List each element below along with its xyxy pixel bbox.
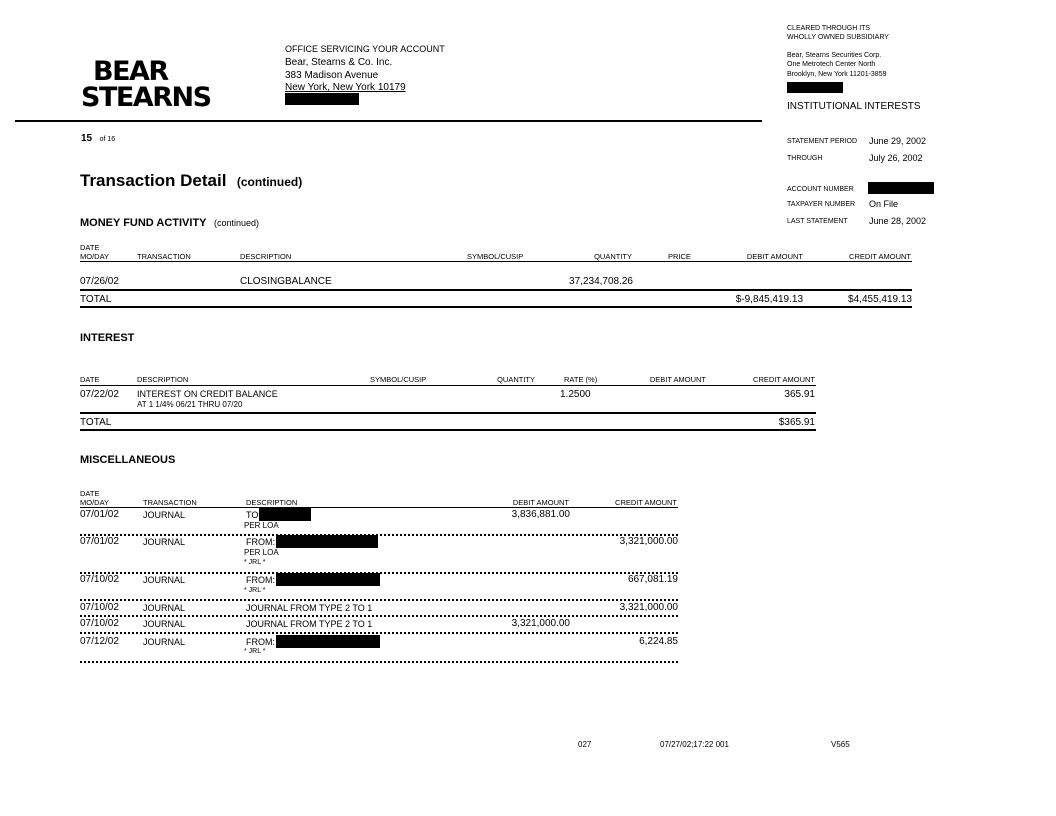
col-debit: DEBIT AMOUNT (649, 375, 706, 384)
page-of: of 16 (99, 136, 116, 143)
total-credit: $365.91 (778, 417, 815, 428)
title-sub: (continued) (236, 175, 303, 189)
logo-line-1: BEAR (93, 56, 168, 87)
title-main: Transaction Detail (80, 171, 227, 190)
row-transaction: JOURNAL (143, 537, 186, 547)
col-date: DATE (80, 375, 100, 384)
last-statement-label: LAST STATEMENT (787, 218, 848, 225)
total-rule-bottom (80, 429, 816, 431)
money-fund-heading (80, 213, 259, 231)
col-price: PRICE (668, 252, 691, 261)
clearing-company: Bear, Stearns Securities Corp. (787, 52, 882, 59)
row-description-1: FROM: (246, 537, 275, 547)
row-description: CLOSINGBALANCE (240, 276, 332, 287)
header-rule (15, 120, 762, 122)
col-credit: CREDIT AMOUNT (753, 375, 815, 384)
row-transaction: JOURNAL (143, 575, 186, 585)
logo-line-2: STEARNS (81, 82, 211, 113)
row-debit: 3,321,000.00 (511, 618, 570, 629)
col-credit: CREDIT AMOUNT (849, 252, 911, 261)
col-rate: RATE (%) (564, 375, 598, 384)
redaction-box (276, 635, 380, 648)
row-description-2: * JRL * (244, 587, 266, 594)
col-date: DATE (80, 243, 100, 252)
bear-stearns-logo (81, 56, 211, 113)
row-description-1: FROM: (246, 575, 275, 585)
col-date: DATE (80, 489, 100, 498)
row-credit: 6,224.85 (639, 636, 678, 647)
row-date: 07/01/02 (80, 536, 119, 547)
clearing-city: Brooklyn, New York 11201-3859 (787, 71, 887, 78)
total-label: TOTAL (80, 417, 112, 428)
interest-heading: INTEREST (80, 332, 135, 344)
redaction-box (787, 82, 843, 93)
row-credit: 3,321,000.00 (619, 602, 678, 613)
redaction-box (276, 573, 380, 586)
row-date: 07/01/02 (80, 509, 119, 520)
total-credit: $4,455,419.13 (848, 294, 912, 305)
row-description-1: JOURNAL FROM TYPE 2 TO 1 (246, 619, 373, 629)
row-date: 07/10/02 (80, 574, 119, 585)
statement-period-label: STATEMENT PERIOD (787, 138, 858, 145)
col-quantity: QUANTITY (497, 375, 535, 384)
row-debit: 3,836,881.00 (511, 509, 570, 520)
row-description-1: TO (246, 510, 259, 520)
table-header-rule (80, 507, 678, 508)
total-label: TOTAL (80, 294, 112, 305)
row-credit: 667,081.19 (627, 574, 678, 585)
row-credit: 365.91 (784, 389, 815, 400)
row-description-1: FROM: (246, 637, 275, 647)
row-description-2: * JRL * (244, 648, 266, 655)
last-statement-value: June 28, 2002 (869, 216, 927, 226)
footer-code-2: V565 (831, 740, 850, 749)
table-header-rule (80, 261, 912, 262)
clearing-street: One Metrotech Center North (787, 61, 876, 68)
col-quantity: QUANTITY (594, 252, 632, 261)
row-separator (80, 615, 678, 617)
col-transaction: TRANSACTION (137, 252, 191, 261)
account-number-label: ACCOUNT NUMBER (787, 186, 854, 193)
taxpayer-value: On File (869, 199, 899, 209)
col-description: DESCRIPTION (246, 498, 298, 507)
row-date: 07/12/02 (80, 636, 119, 647)
col-moday: MO/DAY (80, 498, 110, 507)
office-city: New York, New York 10179 (285, 82, 406, 93)
col-moday: MO/DAY (80, 252, 110, 261)
col-transaction: TRANSACTION (143, 498, 197, 507)
col-description: DESCRIPTION (137, 375, 189, 384)
money-fund-heading-text: MONEY FUND ACTIVITY (80, 217, 207, 229)
row-separator (80, 599, 678, 601)
redaction-box (276, 535, 378, 548)
table-header-rule (80, 385, 816, 386)
taxpayer-label: TAXPAYER NUMBER (787, 201, 856, 208)
row-separator (80, 534, 678, 536)
money-fund-heading-sub: (continued) (213, 218, 259, 228)
row-quantity: 37,234,708.26 (569, 276, 633, 287)
col-credit: CREDIT AMOUNT (615, 498, 677, 507)
row-separator (80, 661, 678, 663)
total-rule-top (80, 289, 912, 291)
total-rule-top (80, 412, 816, 414)
misc-heading: MISCELLANEOUS (80, 454, 176, 466)
row-separator (80, 632, 678, 634)
col-symbol: SYMBOL/CUSIP (370, 375, 427, 384)
office-heading: OFFICE SERVICING YOUR ACCOUNT (285, 44, 445, 54)
office-street: 383 Madison Avenue (285, 70, 379, 81)
total-rule-bottom (80, 306, 912, 308)
page-title (80, 171, 302, 191)
row-transaction: JOURNAL (143, 510, 186, 520)
row-description-1: INTEREST ON CREDIT BALANCE (137, 389, 278, 399)
row-transaction: JOURNAL (143, 603, 186, 613)
footer-code-1: 027 (578, 740, 592, 749)
row-date: 07/22/02 (80, 389, 119, 400)
redaction-box (868, 182, 934, 194)
row-description-2: AT 1 1/4% 06/21 THRU 07/20 (137, 400, 243, 409)
row-transaction: JOURNAL (143, 619, 186, 629)
statement-period-value: June 29, 2002 (869, 136, 927, 146)
redaction-box (285, 93, 359, 105)
row-transaction: JOURNAL (143, 637, 186, 647)
page-indicator (81, 128, 115, 146)
clearing-line-1: CLEARED THROUGH ITS (787, 25, 871, 32)
row-date: 07/10/02 (80, 618, 119, 629)
col-debit: DEBIT AMOUNT (746, 252, 803, 261)
office-name: Bear, Stearns & Co. Inc. (285, 57, 393, 68)
account-name: INSTITUTIONAL INTERESTS (787, 101, 921, 112)
row-rate: 1.2500 (560, 389, 591, 400)
page-number: 15 (81, 133, 93, 144)
col-description: DESCRIPTION (240, 252, 292, 261)
row-description-3: * JRL * (244, 559, 266, 566)
row-description-2: PER LOA (244, 548, 279, 557)
col-symbol: SYMBOL/CUSIP (467, 252, 524, 261)
redaction-box (259, 508, 311, 521)
through-label: THROUGH (787, 155, 823, 162)
total-debit: $-9,845,419.13 (735, 294, 803, 305)
row-description-2: PER LOA (244, 521, 279, 530)
through-value: July 26, 2002 (869, 153, 923, 163)
row-date: 07/26/02 (80, 276, 119, 287)
col-debit: DEBIT AMOUNT (512, 498, 569, 507)
clearing-line-2: WHOLLY OWNED SUBSIDIARY (787, 34, 889, 41)
row-date: 07/10/02 (80, 602, 119, 613)
row-description-1: JOURNAL FROM TYPE 2 TO 1 (246, 603, 373, 613)
row-credit: 3,321,000.00 (619, 536, 678, 547)
footer-timestamp: 07/27/02;17:22 001 (660, 740, 729, 749)
